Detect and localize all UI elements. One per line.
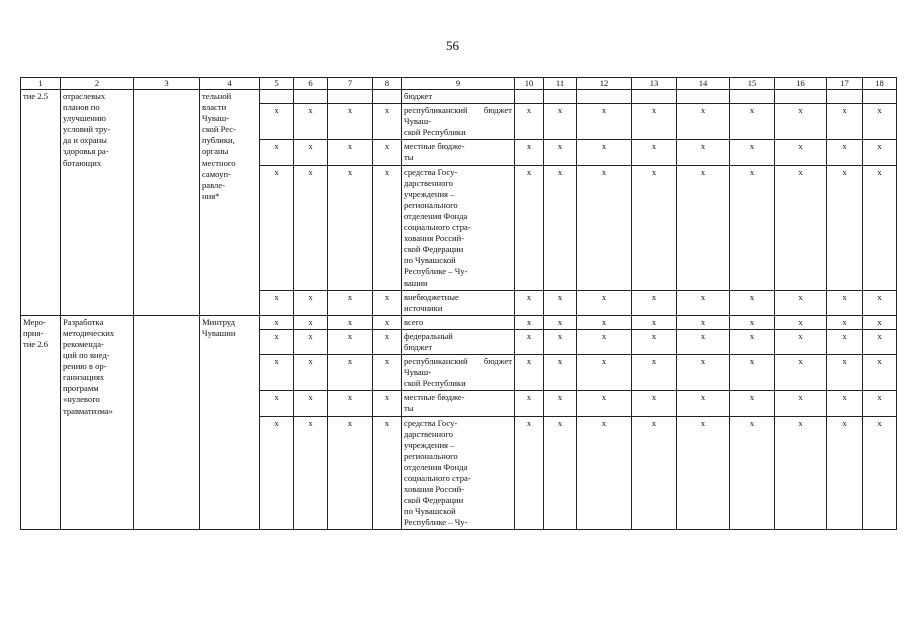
- x-mark-cell: x: [677, 140, 730, 165]
- x-mark-cell: x: [577, 416, 632, 530]
- funding-source-cell: средства Госу- дарственного учреждения – регионального отделения Фонда социального стра- хования Россий- ской Федерации по Чувашской Республике – Чу-: [402, 416, 515, 530]
- x-mark-cell: x: [294, 165, 328, 290]
- x-mark-cell: x: [632, 416, 677, 530]
- x-mark-cell: [544, 90, 577, 104]
- x-mark-cell: x: [863, 104, 897, 140]
- x-mark-cell: x: [730, 104, 775, 140]
- x-mark-cell: x: [294, 104, 328, 140]
- x-mark-cell: x: [577, 140, 632, 165]
- x-mark-cell: x: [827, 290, 863, 315]
- funding-source-cell: республиканский бюджет Чуваш- ской Республики: [402, 104, 515, 140]
- x-mark-cell: x: [515, 416, 544, 530]
- col-header-18: 18: [863, 78, 897, 90]
- budget-table: [20, 77, 897, 530]
- col-header-16: 16: [775, 78, 827, 90]
- x-mark-cell: x: [863, 290, 897, 315]
- x-mark-cell: x: [373, 104, 402, 140]
- x-mark-cell: x: [328, 391, 373, 416]
- x-mark-cell: x: [328, 140, 373, 165]
- funding-source-cell: средства Госу- дарственного учреждения – регионального отделения Фонда социального стра- хования Россий- ской Федерации по Чувашской Республике – Чу- вашии: [402, 165, 515, 290]
- x-mark-cell: x: [373, 391, 402, 416]
- x-mark-cell: x: [260, 290, 294, 315]
- col-header-6: 6: [294, 78, 328, 90]
- funding-source-cell: местные бюдже- ты: [402, 140, 515, 165]
- x-mark-cell: x: [863, 315, 897, 329]
- funding-source-cell: местные бюдже- ты: [402, 391, 515, 416]
- x-mark-cell: x: [328, 165, 373, 290]
- x-mark-cell: x: [577, 290, 632, 315]
- x-mark-cell: x: [730, 355, 775, 391]
- x-mark-cell: [515, 90, 544, 104]
- executor-cell: Минтруд Чувашии: [200, 315, 260, 530]
- x-mark-cell: x: [577, 315, 632, 329]
- x-mark-cell: x: [775, 104, 827, 140]
- x-mark-cell: x: [730, 329, 775, 354]
- x-mark-cell: x: [677, 290, 730, 315]
- x-mark-cell: x: [677, 416, 730, 530]
- x-mark-cell: x: [730, 165, 775, 290]
- x-mark-cell: x: [544, 329, 577, 354]
- col-header-5: 5: [260, 78, 294, 90]
- x-mark-cell: x: [544, 104, 577, 140]
- x-mark-cell: x: [863, 165, 897, 290]
- x-mark-cell: [863, 90, 897, 104]
- empty-cell: [134, 315, 200, 530]
- x-mark-cell: x: [515, 140, 544, 165]
- x-mark-cell: x: [515, 391, 544, 416]
- x-mark-cell: x: [373, 416, 402, 530]
- x-mark-cell: x: [294, 290, 328, 315]
- x-mark-cell: x: [730, 391, 775, 416]
- x-mark-cell: x: [373, 329, 402, 354]
- x-mark-cell: x: [577, 165, 632, 290]
- x-mark-cell: x: [677, 355, 730, 391]
- col-header-7: 7: [328, 78, 373, 90]
- x-mark-cell: x: [730, 140, 775, 165]
- col-header-2: 2: [61, 78, 134, 90]
- x-mark-cell: [328, 90, 373, 104]
- x-mark-cell: x: [730, 416, 775, 530]
- x-mark-cell: x: [863, 329, 897, 354]
- x-mark-cell: x: [632, 290, 677, 315]
- measure-name-cell: отраслевых планов по улучшению условий тру- да и охраны здоровья ра- ботающих: [61, 90, 134, 316]
- x-mark-cell: x: [775, 315, 827, 329]
- table-row: [21, 315, 897, 329]
- x-mark-cell: x: [515, 315, 544, 329]
- x-mark-cell: x: [775, 140, 827, 165]
- x-mark-cell: x: [260, 315, 294, 329]
- header-row: [21, 78, 897, 90]
- x-mark-cell: x: [515, 165, 544, 290]
- x-mark-cell: x: [515, 104, 544, 140]
- funding-source-cell: республиканский бюджет Чуваш- ской Республики: [402, 355, 515, 391]
- x-mark-cell: x: [515, 290, 544, 315]
- x-mark-cell: x: [775, 355, 827, 391]
- x-mark-cell: x: [730, 315, 775, 329]
- x-mark-cell: x: [577, 104, 632, 140]
- x-mark-cell: x: [827, 104, 863, 140]
- table-row: [21, 90, 897, 104]
- funding-source-cell: всего: [402, 315, 515, 329]
- x-mark-cell: x: [577, 391, 632, 416]
- col-header-15: 15: [730, 78, 775, 90]
- x-mark-cell: x: [373, 290, 402, 315]
- x-mark-cell: x: [260, 355, 294, 391]
- x-mark-cell: x: [294, 355, 328, 391]
- x-mark-cell: x: [515, 329, 544, 354]
- x-mark-cell: x: [294, 329, 328, 354]
- x-mark-cell: [827, 90, 863, 104]
- x-mark-cell: x: [677, 329, 730, 354]
- x-mark-cell: [632, 90, 677, 104]
- x-mark-cell: x: [544, 290, 577, 315]
- x-mark-cell: x: [677, 391, 730, 416]
- col-header-12: 12: [577, 78, 632, 90]
- x-mark-cell: x: [328, 329, 373, 354]
- col-header-13: 13: [632, 78, 677, 90]
- x-mark-cell: x: [863, 355, 897, 391]
- x-mark-cell: [775, 90, 827, 104]
- x-mark-cell: x: [294, 416, 328, 530]
- x-mark-cell: x: [577, 355, 632, 391]
- x-mark-cell: x: [260, 165, 294, 290]
- col-header-17: 17: [827, 78, 863, 90]
- x-mark-cell: x: [827, 355, 863, 391]
- x-mark-cell: x: [775, 391, 827, 416]
- x-mark-cell: x: [294, 391, 328, 416]
- x-mark-cell: x: [544, 391, 577, 416]
- empty-cell: [134, 90, 200, 316]
- x-mark-cell: x: [827, 140, 863, 165]
- x-mark-cell: x: [632, 329, 677, 354]
- funding-source-cell: внебюджетные источники: [402, 290, 515, 315]
- x-mark-cell: x: [775, 290, 827, 315]
- x-mark-cell: x: [775, 165, 827, 290]
- x-mark-cell: x: [677, 104, 730, 140]
- x-mark-cell: [260, 90, 294, 104]
- measure-code-cell: тие 2.5: [21, 90, 61, 316]
- x-mark-cell: x: [632, 315, 677, 329]
- x-mark-cell: x: [294, 140, 328, 165]
- x-mark-cell: x: [827, 416, 863, 530]
- x-mark-cell: x: [827, 315, 863, 329]
- x-mark-cell: x: [260, 104, 294, 140]
- x-mark-cell: [677, 90, 730, 104]
- x-mark-cell: [294, 90, 328, 104]
- x-mark-cell: x: [260, 416, 294, 530]
- x-mark-cell: x: [827, 329, 863, 354]
- funding-source-cell: федеральный бюджет: [402, 329, 515, 354]
- col-header-3: 3: [134, 78, 200, 90]
- x-mark-cell: x: [260, 329, 294, 354]
- x-mark-cell: x: [544, 315, 577, 329]
- x-mark-cell: x: [515, 355, 544, 391]
- x-mark-cell: x: [677, 165, 730, 290]
- col-header-11: 11: [544, 78, 577, 90]
- x-mark-cell: x: [373, 140, 402, 165]
- x-mark-cell: x: [544, 165, 577, 290]
- x-mark-cell: x: [863, 391, 897, 416]
- x-mark-cell: x: [775, 329, 827, 354]
- x-mark-cell: x: [328, 290, 373, 315]
- funding-source-cell: бюджет: [402, 90, 515, 104]
- x-mark-cell: x: [677, 315, 730, 329]
- col-header-10: 10: [515, 78, 544, 90]
- x-mark-cell: x: [863, 416, 897, 530]
- x-mark-cell: x: [544, 416, 577, 530]
- x-mark-cell: x: [373, 355, 402, 391]
- x-mark-cell: x: [544, 140, 577, 165]
- x-mark-cell: [373, 90, 402, 104]
- x-mark-cell: x: [328, 315, 373, 329]
- x-mark-cell: x: [373, 315, 402, 329]
- measure-name-cell: Разработка методических рекоменда- ций по внед- рению в ор- ганизациях программ «нулевого травматизма»: [61, 315, 134, 530]
- page-number: 56: [446, 38, 459, 53]
- x-mark-cell: x: [260, 140, 294, 165]
- x-mark-cell: [730, 90, 775, 104]
- x-mark-cell: x: [775, 416, 827, 530]
- x-mark-cell: x: [328, 355, 373, 391]
- x-mark-cell: x: [544, 355, 577, 391]
- col-header-4: 4: [200, 78, 260, 90]
- x-mark-cell: [577, 90, 632, 104]
- executor-cell: тельной власти Чуваш- ской Рес- публики, органы местного самоуп- равле- ния*: [200, 90, 260, 316]
- x-mark-cell: x: [730, 290, 775, 315]
- x-mark-cell: x: [294, 315, 328, 329]
- x-mark-cell: x: [827, 391, 863, 416]
- x-mark-cell: x: [863, 140, 897, 165]
- x-mark-cell: x: [632, 355, 677, 391]
- measure-code-cell: Меро- прия- тие 2.6: [21, 315, 61, 530]
- x-mark-cell: x: [328, 104, 373, 140]
- x-mark-cell: x: [632, 165, 677, 290]
- x-mark-cell: x: [827, 165, 863, 290]
- col-header-8: 8: [373, 78, 402, 90]
- x-mark-cell: x: [632, 391, 677, 416]
- col-header-14: 14: [677, 78, 730, 90]
- x-mark-cell: x: [577, 329, 632, 354]
- col-header-1: 1: [21, 78, 61, 90]
- x-mark-cell: x: [260, 391, 294, 416]
- x-mark-cell: x: [373, 165, 402, 290]
- x-mark-cell: x: [632, 140, 677, 165]
- col-header-9: 9: [402, 78, 515, 90]
- x-mark-cell: x: [328, 416, 373, 530]
- x-mark-cell: x: [632, 104, 677, 140]
